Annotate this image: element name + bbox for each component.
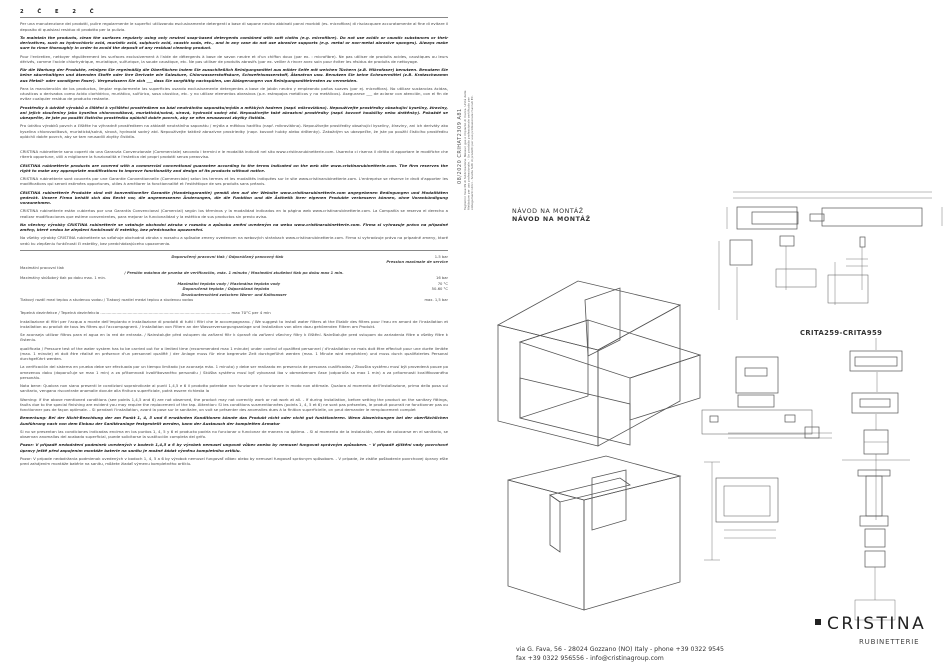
spec-cell: Doporučená teplota / Odporúčaná teplota: [182, 287, 270, 292]
technical-specs: [20, 255, 448, 304]
manual-title-bold: NÁVOD NA MONTÁŽ: [512, 216, 591, 223]
install-paragraph: Pozor: V prípade nedodržania podmienok uvedených v bodoch 1, 4, 5 a 6 by výrobok nemusel fungovať vôbec alebo by nemusel fungovať správnym spôsobom. - V prípade, že zistíte poškodenie povrchovej úpravy ešte pred zahájením montáže batérie na sanitu, môžete žiadať výmenu kompletného artiklu.: [20, 455, 448, 467]
install-paragraph: Installazione di filtri per l'acqua a monte dell'impianto e installazione di prodotti di tutti i filtri che le accompagnano. / We suggest to install water filters at the Etablir des filtres pour l'eau en amont de l'installation et installation au produit de tous les filtres qui l'accompagnent. / Installation von Filtern an der Wasserversorgungsanlage und Installation von allen dazu gehörenden Filtern am Produkt.: [20, 318, 448, 329]
warranty-paragraph: CRISTINA rubinetterie están cubiertos por una Garantía Convencional (Comercial) según los términos y la modalidad indicados en la página web www.cristinarubinetterie.com. La Compañía se reserva el derecho a realizar modificaciones que estime convenientes, para mejorar la funcionalidad y la estética de sus productos sin previo aviso.: [20, 208, 448, 219]
warranty-paragraph: CRISTINA rubinetterie products are covered with a commercial conventional guarantee according to the terms indicated on the web site www.cristinarubinetterie.com. The firm reserves the right to make any appropriate modifications to improve functionality and design of its products without notice.: [20, 162, 448, 173]
warranty-paragraph: CRISTINA rubinetterie Produkte sind mit konventioneller Garantie (Handelsgarantie) gemäß den auf der Website www.cristinarubinetterie.com angegebenen Bedingungen und Modalitäten gedeckt. Unsere Firma behält sich das Recht vor, die angemessenen Änderungen, die die Funktion und die Ästhetik ihrer eigenen Produkte verbessern können, ohne Vorankündigung vorzunehmen.: [20, 189, 448, 205]
maintenance-paragraph: Pro údržbu výrobků povrch a čištěte ho výhradně prostředkem na základě neutrálního saponátu / mýdla a měkkou hadříku (např. mikrovlákno). Nepoužívejte prostředky obsahující kyseliny, žíraviny, ani ich deriváty ako kyselina chlorovodíková, muriatická/solná, sírová, hydroxid sodný atd. Nepoužívejte taktiež abrazívne prostriedky (napr. kovové hubky alebo drôtenky). Zakaždým sa ubezpečte, že jste po použití čisticího prostředku opláchli dobře povrch, aby se tam neusadili zbytky čistidla.: [20, 123, 448, 139]
spec-cell: Maximální teplota vody / Maximálna teplota vody: [177, 281, 281, 286]
fax-email-line: fax +39 0322 956556 - info@cristinagroup.com: [516, 655, 664, 662]
right-side-views: [842, 338, 910, 620]
spec-cell: Doporučený pracovní tlak / Odporúčaný pracovný tlak: [171, 254, 284, 259]
isometric-spout-drawing: [498, 281, 700, 446]
spec-cell: Maximální pracovní tlak: [20, 265, 65, 270]
maintenance-paragraph: To maintain the products, clean the surfaces regularly using only neutral soap-based detergents combined with soft cloths (e.g. microfibre). Do not use acidic or caustic substances or their derivatives, such as hydrochloric acid, muriatic acid, sulphuric acid, caustic soda, etc., and in any case do not use abrasive supports (e.g. metal or non-metal abrasive sponges). Always make sure to rinse thoroughly in order to avoid the deposit of any residual cleaning product.: [20, 34, 448, 51]
warranty-paragraph: CRISTINA rubinetterie sono coperti da una Garanzia Convenzionale (Commerciale) secondo i termini e le modalità indicati nel sito www.cristinarubinetterie.com. Usarecta ci riserva il diritto di apportare le modifiche che riterrà opportune, utili a migliorare la funzionalità e l'estetica dei propri prodotti senza preavviso.: [20, 149, 448, 160]
spec-cell: max. 1,5 bar: [424, 298, 448, 302]
warranty-paragraph: Na všechny výrobky CRISTINA rubinetterie se vztahuje obchodní záruka v rozsahu a způsobu změní uvedeným na webu www.cristinarubinetterie.com. Firma si vyhrazuje právo na případné změny, které vedou ke zlepšení funkčnosti či estetiky, bez předchozího upozornění.: [20, 221, 448, 232]
logo-square-icon: [815, 619, 821, 625]
spec-cell: 70 °C: [437, 281, 448, 286]
maintenance-paragraph: Pour l'entretien, nettoyer régulièrement les surfaces exclusivement à l'aide de détergents à base de savon neutre et d'un chiffon doux (par ex. : microfibre). Ne pas utiliser de produits acides, caustiques ou leurs dérivés, comme l'acide chlorhydrique, muriatique, sulfurique, la soude caustique, etc. Ne pas utiliser de produits abrasifs (par ex. veiller à rincer avec soin pour éviter les résidus de produits de nettoyage.: [20, 53, 448, 64]
small-view-drawings: [702, 357, 832, 438]
spec-cell: 50-60 °C: [431, 287, 448, 292]
spec-cell: Maximálny skúšobný tlak po dobu max. 1 min.: [20, 276, 106, 281]
address-line: via G. Fava, 56 - 28024 Gozzano (NO) Italy - phone +39 0322 9545: [516, 646, 724, 653]
cristina-logo: [815, 614, 945, 664]
spec-cell: 1-5 bar: [434, 254, 448, 259]
model-code: CRITA259-CRITA959: [800, 329, 883, 337]
install-paragraph: Pozor: V případě nedodržení podmínek uvedených v bodech 1,4,5 a 6 by výrobek nemusel ungovat vůbec anebo by nemusel fungovat správným způsobem. - V případě zjištění vady povrchové úpravy ještě před zapojením montáže baterie na sanitu je možné žádat výměnu kompletního artiklu.: [20, 442, 448, 453]
maintenance-paragraph: Prostředky k údržbě výrobků a čištění k vyčištění prostředkem na bázi neutrálního saponátu/mýdla a měkkých hadrem (např. mikrovlákno). Nepoužívejte prostředky obsahující kyseliny, žíraviny, ani jejich sloučeniny jako kyselina chlorovodíková, muriatická/solná, síravá, hydroxid sodný atd. Nepoužívejte také abrazivní prostředky (např. kovové houbičky nebo drátěnky). Pokaždé se ubezpečte, že jste po použití čisticího prostředku opláchli dobře povrch, aby se něm neusazoval zbytky čistidla.: [20, 104, 448, 120]
spec-cell: / Presión máxima de prueba de verificación, máx. 1 minuto / Maximální zkušební tlak po dobu max 1 min.: [124, 270, 344, 275]
install-paragraph: qualificata / Pressure test of the water system has to be carried out for a limited time (recommended max 1 minute) under control of qualified personnel / d'installation ne mais doit être effectué pour une durée limitée (max. 1 minute) et doit être réalisé en présence d'un personnel qualifié / der Anlage muss für eine begrenzte Zeit durchgeführt werden (max. 1 Minute wird empfohlen) und muss durch qualifiziertes Personal durchgeführt werden.: [20, 345, 448, 362]
manual-title: NÁVOD NA MONTÁŽ: [512, 208, 584, 215]
install-paragraph: Si no se presentan las condiciones indicadas encima en los puntos 1, 4, 5 y 6 el producto podría no funcionar o funcionar de manera no óptima. - Si al momento de la instalación, antes de colocarse en el sanitario, se observan anomalías del acabado superficial, puede solicitarse la sustitución completa del grifo.: [20, 428, 448, 440]
column-header: 2 Č E 2 Č: [20, 10, 448, 18]
install-paragraph: Bemerkung: Bei der Nicht-Beachtung der am Punkt 1, 4, 5 und 6 erwähnten Konditionen könnte das Produkt nicht oder nicht gut funktionieren. Wenn Abweichungen bei der oberflächlichen Ausführung nach von dem Einbau der Sanitäranlage festgestellt werden, kann der Austausch der kompletten Armatur: [20, 415, 448, 426]
logo-name: CRISTINA: [827, 614, 927, 634]
top-view-drawing: [727, 192, 942, 229]
warranty-paragraph: Na všetky výrobky CRISTINA rubinetterie sa vzťahuje obchodná záruka v rozsahu a spôsobe zmeny uvedenom na webových stránkach www.cristinarubinetterie.com. Firma si vyhradzuje právo na prípadné zmeny, ktoré vedú ku zlepšeniu funkčnosti či estetiky, bez predchádzajúceho upozornenia.: [20, 235, 448, 246]
logo-subtitle: RUBINETTERIE: [859, 638, 920, 646]
drawings-column: [480, 0, 950, 672]
install-paragraph: Nota bene: Qualora non siano presenti le condizioni sopraindicate ai punti 1,4,5 e 6 il prodotto potrebbe non funzionare o funzionare in modo non ottimale. Qualora al momento dell'installazione, prima della posa sul sanitario, vengano riscontrate anomalie dovute alla finitura superficiale, potrà essere richiesta la: [20, 383, 448, 394]
spec-cell: Druckunterschied zwischen Warm- und Kaltwasser: [181, 292, 287, 297]
installation-notes: [20, 310, 448, 466]
maintenance-paragraph: Für die Wartung der Produkte, reinigen Sie regelmäßig die Oberflächen indem Sie ausschließlich Reinigungsmittel aus milder Seife mit weichen Tüchern (z.B. Mikrofaser) benutzen. Benutzen Sie keine säurehaltigen und ätzenden Stoffe oder ihre Derivate wie Salzsäure, Chlorwasserstoffsäure, Schwefelwasserstoff, Ätznatron usw. Benutzen Sie keine Scheuermittel (z.B. Kratzschwamm aus Metall- oder sonstigem Faser). Vergewissern Sie sich ___ dass Sie sorgfältig nachspülen, um Ablagerungen von Reinigungsmittelresten zu vermeiden.: [20, 67, 448, 83]
maintenance-section: [20, 21, 448, 139]
spec-cell: Pression maximale de service: [386, 260, 448, 265]
install-paragraph: Warning: if the above mentioned conditions (see points 1,4,5 and 6) are not observed, the product may not correctly work or not work at all. - If during installation, before setting the product on the sanitary fittings, faults due to the special finishing are evident you may require the replacement of the tap. Attention: Si les conditions susmentionnées (points 1, 4, 5 et 6) ne sont pas présentes, le produit pourrait ne fonctionner pas ou fonctionner pas de façon optimale. - Si pendant l'installation, avant la pose sur le sanitaire, on voit se présenter des anomalies dues à la finition superficielle, on peut demander le remplacement complet: [20, 396, 448, 413]
document-code: 08/2020 CRIHAT2309 A81: [457, 108, 463, 184]
bottom-isometric-drawing: [508, 456, 778, 610]
install-paragraph: Se aconseja utilizar filtros para el agua en la red de entrada. / Nainstalujte před vstupem do zařízení filtr k úpravě do zařízení všechny filtry k čištění. Nainštalujte pred vstupom do zariadenia filtre a všetky filtre k čisteniu.: [20, 332, 448, 343]
spec-cell: Tlakový rozdíl mezi teplou a studenou vodou / Tlakový rozdiel medzi teplou a studenou vodou: [20, 298, 194, 302]
install-paragraph: La verificación del sistema en prueba debe ser efectuada por un tiempo limitado (se aconseja máx. 1 minuto) y debe ser realizado en presencia de personas cualificadas / Zkouška systému musí být provedená pouze po omezenou dobu (doporučuje se max 1 min) a za přítomnosti kvalifikovaného personálu / Skúška systému musí byť vykonaná iba v obmedzenom čase (odporúča sa max 1 min) a za prítomnosti kvalifikovaného personálu.: [20, 364, 448, 380]
install-paragraph: Tepelná dezinfekce / Tepelná dezinfekcia ......................................................................................................... max 70°C per 4 min: [20, 310, 271, 316]
instructions-text-column: [20, 10, 448, 665]
warranty-section: [20, 149, 448, 246]
maintenance-paragraph: Per una manutenzione dei prodotti, pulire regolarmente le superfici utilizzando esclusivamente detergenti a base di sapone neutro abbinati panni morbidi (es. microfibra) di risciacquare accuratamente al fine di evitare il deposito di qualsiasi residuo di prodotto per la pulizia.: [20, 21, 449, 32]
contact-info: [516, 645, 724, 663]
spec-cell: 16 bar: [436, 276, 448, 281]
warranty-paragraph: CRISTINA rubinetterie sont couverts par une Garantie Conventionnelle (Commerciale) selon les termes et les modalités indiquées sur le site www.cristinarubinetterie.com. L'entreprise se réserve le droit d'apporter les modifications qui seront estimées opportunes, utiles à améliorer la fonctionnalité et l'esthétique de ses produits sans préavis.: [20, 176, 448, 187]
maintenance-paragraph: Para la manutención de los productos, limpiar regularmente las superficies usando exclusivamente detergentes a base de jabón neutro y empleando paños suaves (por ej. microfibra). No utilizar sustancias ácidas, cáusticas o derivados como ácido clorhídrico, muriático, sulfúrico, sosa cáustica, etc. y no utilizar elementos abrasivos (p.e. estropajos metálicos y no metálicos). Asegurarse ___ de aclarar con atención, con el fin de evitar cualquier residuo de producto restante.: [20, 85, 448, 102]
legal-note: Tagliati in fase 09 di fabbricazione. Nessun gas o impianto di marca. Unità delle filettature per uso professionale. - Un prodotto professionale certificato per collegamenti idrici - Scelta fatti di prodotti per uso professionale marcati EC.: [463, 90, 474, 210]
side-view-drawings: [719, 236, 868, 320]
